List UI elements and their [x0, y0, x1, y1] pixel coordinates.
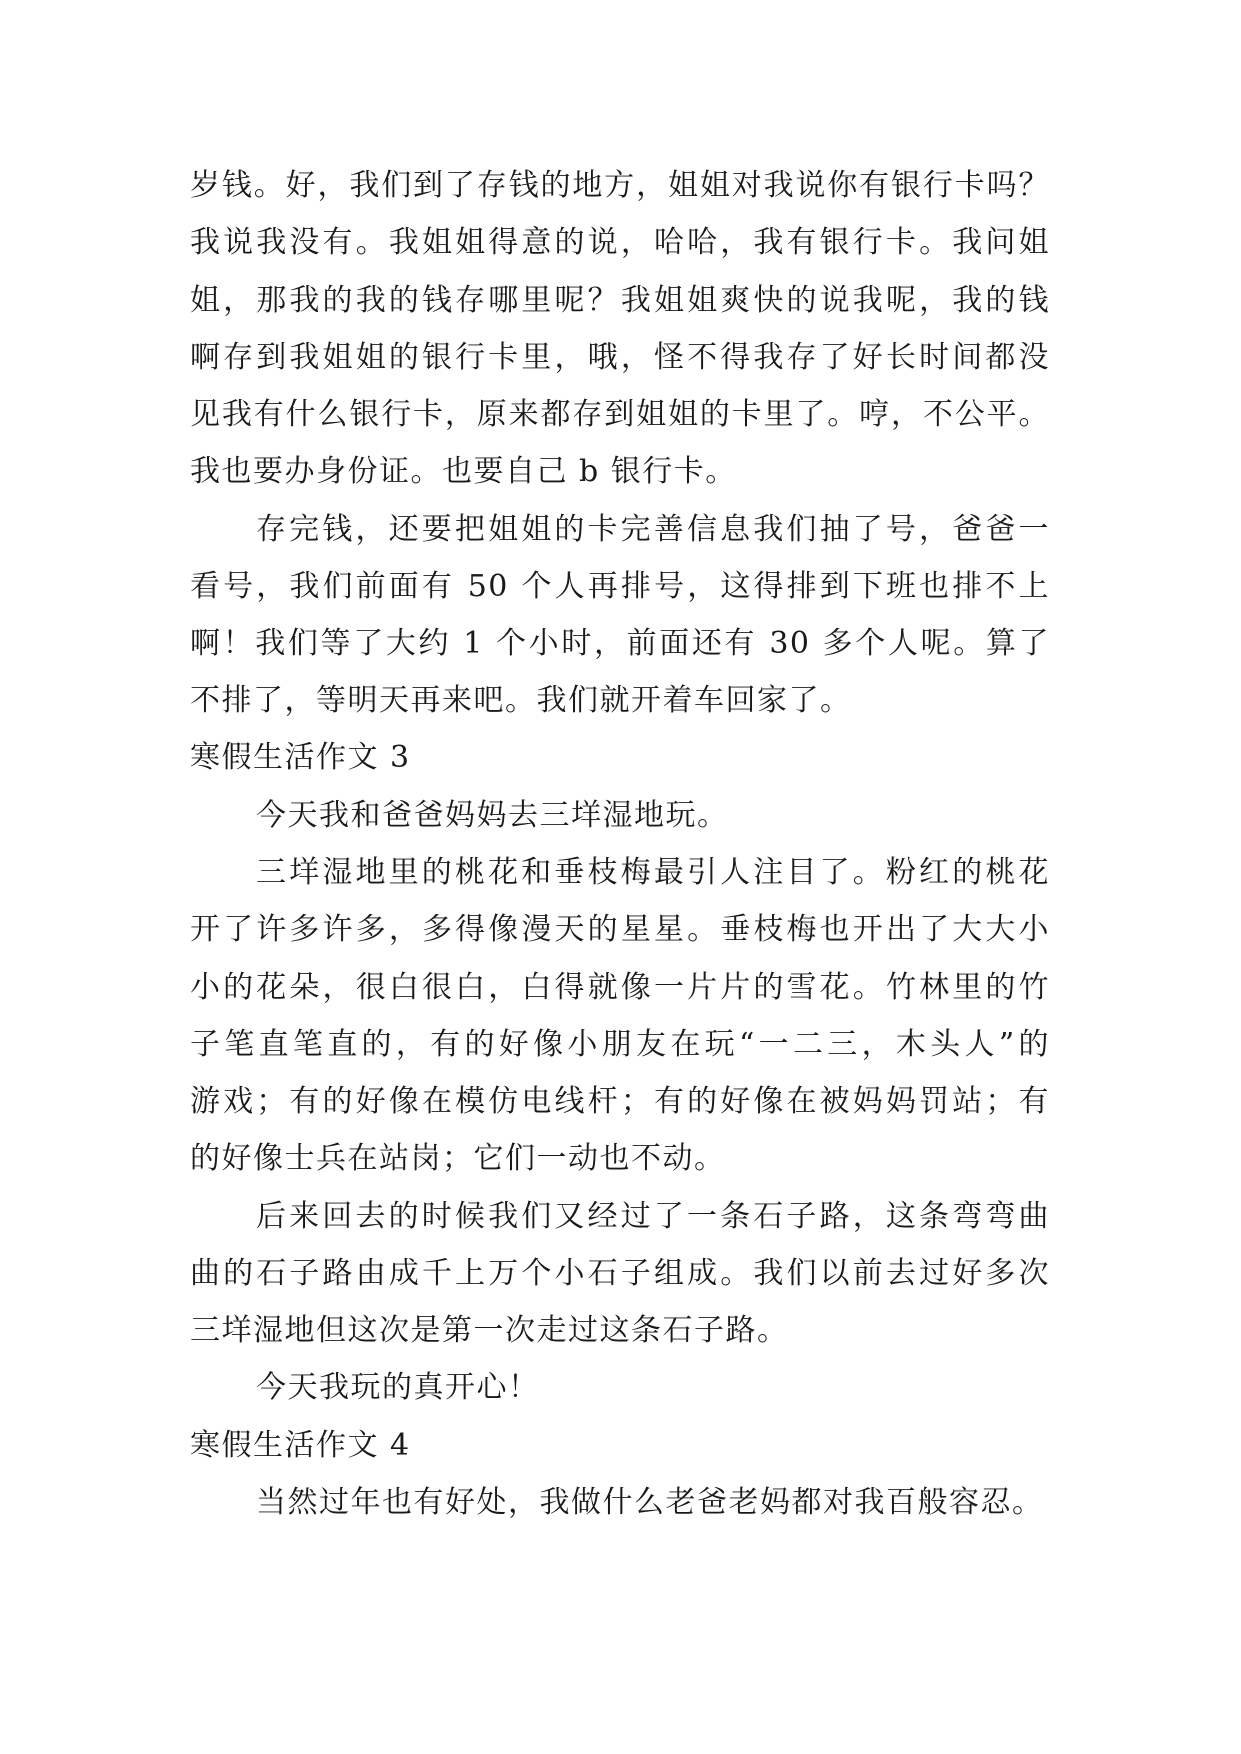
paragraph-line: 今天我玩的真开心！	[256, 1370, 540, 1405]
paragraph-line: 我说我没有。我姐姐得意的说，哈哈，我有银行卡。我问姐	[190, 225, 1050, 260]
section-heading: 寒假生活作文 4	[190, 1428, 411, 1463]
section-heading: 寒假生活作文 3	[190, 740, 411, 775]
paragraph-line: 见我有什么银行卡，原来都存到姐姐的卡里了。哼，不公平。	[190, 397, 1050, 432]
paragraph-line: 当然过年也有好处，我做什么老爸老妈都对我百般容忍。	[256, 1485, 1044, 1520]
paragraph-line: 子笔直笔直的，有的好像小朋友在玩“一二三，木头人”的	[190, 1027, 1050, 1062]
paragraph-line: 的好像士兵在站岗；它们一动也不动。	[190, 1141, 726, 1176]
paragraph-line: 我也要办身份证。也要自己 b 银行卡。	[190, 454, 737, 489]
paragraph-line: 曲的石子路由成千上万个小石子组成。我们以前去过好多次	[190, 1256, 1050, 1291]
paragraph-line: 三垟湿地里的桃花和垂枝梅最引人注目了。粉红的桃花	[256, 855, 1050, 890]
paragraph-line: 游戏；有的好像在模仿电线杆；有的好像在被妈妈罚站；有	[190, 1084, 1050, 1119]
paragraph-line: 今天我和爸爸妈妈去三垟湿地玩。	[256, 798, 729, 833]
paragraph-line: 三垟湿地但这次是第一次走过这条石子路。	[190, 1313, 789, 1348]
paragraph-line: 存完钱，还要把姐姐的卡完善信息我们抽了号，爸爸一	[256, 512, 1050, 547]
paragraph-line: 姐，那我的我的钱存哪里呢？我姐姐爽快的说我呢，我的钱	[190, 283, 1050, 318]
paragraph-line: 岁钱。好，我们到了存钱的地方，姐姐对我说你有银行卡吗？	[190, 168, 1050, 203]
paragraph-line: 后来回去的时候我们又经过了一条石子路，这条弯弯曲	[256, 1199, 1050, 1234]
paragraph-line: 开了许多许多，多得像漫天的星星。垂枝梅也开出了大大小	[190, 912, 1050, 947]
paragraph-line: 小的花朵，很白很白，白得就像一片片的雪花。竹林里的竹	[190, 970, 1050, 1005]
paragraph-line: 不排了，等明天再来吧。我们就开着车回家了。	[190, 683, 852, 718]
paragraph-line: 啊！我们等了大约 1 个小时，前面还有 30 多个人呢。算了	[190, 626, 1050, 661]
paragraph-line: 看号，我们前面有 50 个人再排号，这得排到下班也排不上	[190, 569, 1050, 604]
paragraph-line: 啊存到我姐姐的银行卡里，哦，怪不得我存了好长时间都没	[190, 340, 1050, 375]
